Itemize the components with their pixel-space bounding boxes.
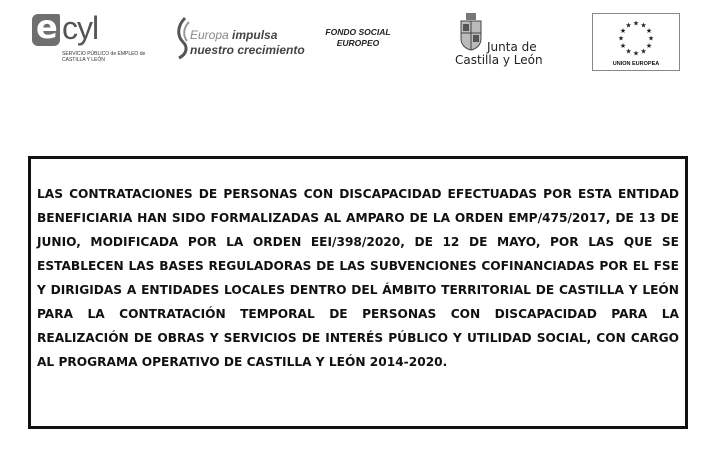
fse-line2: EUROPEO	[336, 38, 380, 48]
ecyl-logo	[32, 8, 146, 64]
eu-star-icon: ★	[625, 21, 632, 30]
eu-star-icon: ★	[617, 34, 625, 43]
junta-castilla-leon-logo	[452, 13, 552, 69]
eu-star-icon: ★	[619, 27, 627, 35]
fondo-social-europeo-logo	[318, 27, 398, 49]
ecyl-logo-mark	[32, 8, 60, 46]
eu-star-icon: ★	[640, 21, 647, 30]
eu-star-icon: ★	[645, 27, 653, 35]
fse-line1: FONDO SOCIAL	[325, 27, 391, 37]
eu-star-icon: ★	[619, 42, 627, 50]
union-europea-caption: UNION EUROPEA	[612, 61, 660, 67]
europa-impulsa-logo	[175, 16, 305, 60]
eu-star-icon: ★	[640, 47, 647, 56]
ecyl-logo-mark-letter: e	[36, 8, 58, 46]
europa-word: Europa	[190, 28, 229, 42]
eu-stars-icon	[611, 18, 661, 60]
notice-text: LAS CONTRATACIONES DE PERSONAS CON DISCAPACIDAD EFECTUADAS POR ESTA ENTIDAD BENEFICIARIA HAN SIDO FORMALIZADAS AL AMPARO DE LA ORDEN EMP/475/2017, DE 13 DE JUNIO, MODIFICADA POR LA ORDEN EEI/398/2020, DE 12 DE MAYO, POR LAS QUE SE ESTABLECEN LAS BASES REGULADORAS DE LAS SUBVENCIONES COFINANCIADAS POR EL FSE Y DIRIGIDAS A ENTIDADES LOCALES DENTRO DEL ÁMBITO TERRITORIAL DE CASTILLA Y LEÓN PARA LA CONTRATACIÓN TEMPORAL DE PERSONAS CON DISCAPACIDAD PARA LA REALIZACIÓN DE OBRAS Y SERVICIOS DE INTERÉS PÚBLICO Y UTILIDAD SOCIAL, CON CARGO AL PROGRAMA OPERATIVO DE CASTILLA Y LEÓN 2014-2020.	[37, 187, 679, 369]
union-europea-logo	[592, 13, 680, 71]
ecyl-logo-subtitle: SERVICIO PÚBLICO de EMPLEO de CASTILLA Y LEÓN	[62, 51, 146, 63]
coat-of-arms-icon	[458, 13, 484, 51]
eu-star-icon: ★	[647, 34, 655, 43]
junta-line1: Junta de	[487, 40, 537, 54]
eu-star-icon: ★	[625, 47, 632, 56]
ecyl-logo-word: cyl	[62, 10, 99, 46]
junta-line2: Castilla y León	[455, 53, 543, 67]
europa-impulsa-line1	[190, 28, 277, 42]
impulsa-word: impulsa	[232, 28, 278, 42]
eu-star-icon: ★	[632, 19, 640, 28]
notice-box	[28, 156, 688, 429]
eu-star-icon: ★	[632, 49, 640, 58]
eu-star-icon: ★	[645, 42, 653, 50]
europa-impulsa-line2: nuestro crecimiento	[190, 43, 305, 57]
